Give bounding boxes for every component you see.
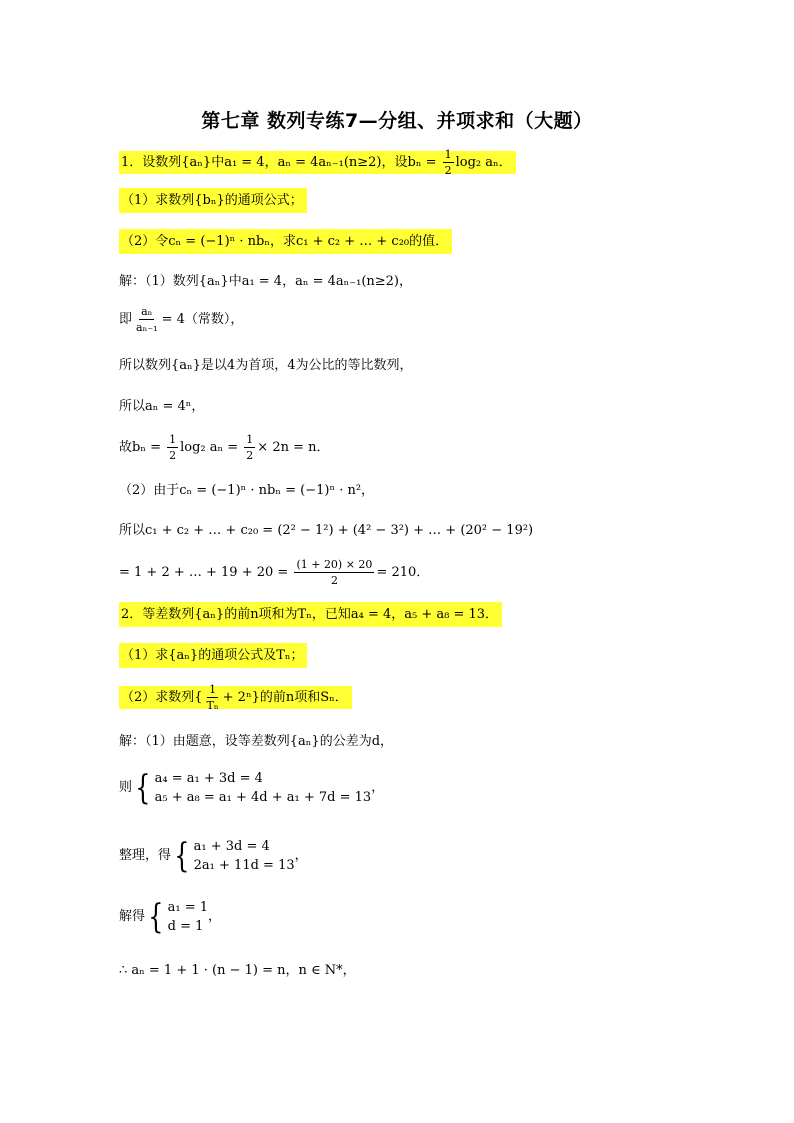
left-brace: { — [174, 836, 190, 876]
problem1-solution-line4: 所以aₙ = 4ⁿ， — [119, 399, 205, 414]
left-brace: { — [135, 768, 151, 808]
equation-system: 解得 { a₁ = 1 d = 1 ， — [119, 897, 222, 937]
fraction: $\frac{1}{2}$ — [444, 148, 452, 177]
problem1-part2: （2）令cₙ = (−1)ⁿ · nbₙ，求c₁ + c₂ + … + c₂₀的值． — [119, 233, 452, 251]
fraction: $\frac{1}{2}$ — [246, 433, 254, 462]
problem2-solution-line2 — [119, 769, 384, 807]
fraction: $\frac{(1 + 20) \times 20}{2}$ — [296, 558, 373, 587]
problem1-stem-highlight: 1．设数列{aₙ}中a₁ = 4，aₙ = 4aₙ₋₁(n≥2)，设bₙ = $\frac{1}{2}$ log₂ aₙ． — [119, 151, 516, 174]
equation-system: 则 { a₄ = a₁ + 3d = 4 a₅ + a₈ = a₁ + 4d + a₁ + 7d = 13 ， — [119, 768, 385, 808]
problem1-solution-line2: 即 $\frac{\text{aₙ}}{\text{aₙ₋₁}}$ = 4（常数）， — [119, 305, 244, 334]
fraction: $\frac{\text{aₙ}}{\text{aₙ₋₁}}$ — [136, 305, 158, 334]
left-brace: { — [148, 897, 164, 937]
problem2-solution-line1: 解：（1）由题意，设等差数列{aₙ}的公差为d， — [119, 734, 394, 749]
equation-system: 整理，得 { a₁ + 3d = 4 2a₁ + 11d = 13 ， — [119, 836, 308, 876]
page-title: 第七章 数列专练7—分组、并项求和（大题） — [201, 110, 593, 132]
problem1-stem — [119, 148, 516, 177]
problem1-solution-line7: 所以c₁ + c₂ + … + c₂₀ = (2² − 1²) + (4² − 3²) + … + (20² − 19²) — [119, 523, 534, 538]
problem2-part2 — [119, 683, 352, 712]
problem1-solution-line6: （2）由于cₙ = (−1)ⁿ · nbₙ = (−1)ⁿ · n²， — [119, 483, 375, 498]
problem2-stem: 2．等差数列{aₙ}的前n项和为Tₙ，已知a₄ = 4，a₅ + a₈ = 13． — [119, 606, 502, 624]
problem1-solution-line1: 解：（1）数列{aₙ}中a₁ = 4，aₙ = 4aₙ₋₁(n≥2)， — [119, 274, 413, 289]
fraction: $\frac{1}{\text{Tₙ}}$ — [206, 683, 219, 712]
problem1-solution-line5: 故bₙ = $\frac{1}{2}$ log₂ aₙ = $\frac{1}{2}$ × 2n = n． — [119, 433, 330, 462]
problem2-solution-line3 — [119, 837, 308, 875]
fraction: $\frac{1}{2}$ — [169, 433, 177, 462]
problem1-solution-line3: 所以数列{aₙ}是以4为首项，4为公比的等比数列， — [119, 358, 413, 373]
problem2-part1: （1）求{aₙ}的通项公式及Tₙ； — [119, 647, 307, 665]
problem2-solution-line5: ∴ aₙ = 1 + 1 · (n − 1) = n，n ∈ N*， — [119, 963, 356, 978]
problem2-part2-highlight: （2）求数列{ $\frac{1}{\text{Tₙ}}$ + 2ⁿ}的前n项和Sₙ． — [119, 686, 352, 709]
problem2-solution-line4 — [119, 898, 221, 936]
problem1-solution-line8: = 1 + 2 + … + 19 + 20 = $\frac{(1 + 20) \times 20}{2}$ = 210． — [119, 558, 430, 587]
problem1-part1: （1）求数列{bₙ}的通项公式； — [119, 192, 307, 210]
